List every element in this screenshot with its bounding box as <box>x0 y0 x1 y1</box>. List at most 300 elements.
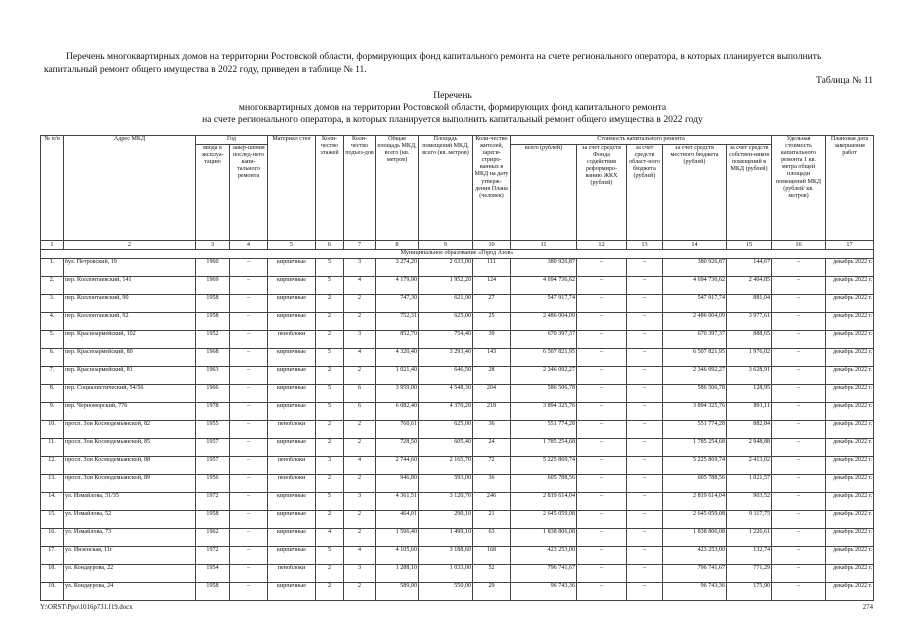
row-total-area: 3 274,20 <box>376 259 419 277</box>
table-row <box>41 313 874 331</box>
row-cost-fund: – <box>577 259 627 277</box>
row-number: 14. <box>41 493 64 511</box>
row-wall-material: пеноблоки <box>268 475 316 493</box>
row-cost-regional: – <box>627 259 663 277</box>
row-year-last-repair: – <box>230 583 268 601</box>
row-address: просп. Зои Космодемьянской, 85 <box>64 439 196 457</box>
row-cost-owners: 882,84 <box>727 421 772 439</box>
row-premises-area: 4 548,30 <box>419 385 473 403</box>
row-cost-regional: – <box>627 439 663 457</box>
row-cost-fund: – <box>577 529 627 547</box>
row-number: 3. <box>41 295 64 313</box>
row-year-last-repair: – <box>230 439 268 457</box>
row-unit-cost: – <box>772 349 826 367</box>
row-floors: 3 <box>316 457 344 475</box>
table-row <box>41 385 874 403</box>
row-wall-material: кирпичные <box>268 385 316 403</box>
row-unit-cost: – <box>772 565 826 583</box>
title-line-3: на счете регионального оператора, в которых планируется выполнить капитальный ремонт общего имущества в 2022 году <box>202 114 703 126</box>
row-cost-regional: – <box>627 313 663 331</box>
row-unit-cost: – <box>772 439 826 457</box>
row-completion-date: декабрь 2022 г. <box>826 349 874 367</box>
row-premises-area: 290,10 <box>419 511 473 529</box>
row-cost-local: 605 788,56 <box>663 475 727 493</box>
row-number: 4. <box>41 313 64 331</box>
table-row <box>41 277 874 295</box>
row-number: 5. <box>41 331 64 349</box>
row-number: 11. <box>41 439 64 457</box>
header-total-area: Общая площадь МКД, всего (кв. метров) <box>376 136 419 241</box>
row-cost-total: 96 743,36 <box>511 583 577 601</box>
row-number: 13. <box>41 475 64 493</box>
row-floors: 2 <box>316 583 344 601</box>
row-number: 19. <box>41 583 64 601</box>
row-cost-fund: – <box>577 403 627 421</box>
row-entrances: 4 <box>344 547 376 565</box>
row-completion-date: декабрь 2022 г. <box>826 547 874 565</box>
row-residents: 36 <box>473 421 511 439</box>
row-year-last-repair: – <box>230 295 268 313</box>
table-body <box>41 259 874 601</box>
row-number: 17. <box>41 547 64 565</box>
col-num: 3 <box>196 241 230 250</box>
row-year-commission: 1962 <box>196 529 230 547</box>
row-year-last-repair: – <box>230 565 268 583</box>
row-total-area: 3 959,00 <box>376 385 419 403</box>
row-year-last-repair: – <box>230 385 268 403</box>
row-cost-total: 2 486 004,09 <box>511 313 577 331</box>
header-completion: Плановая дата завершения работ <box>826 136 874 241</box>
row-year-commission: 1958 <box>196 511 230 529</box>
row-address: пер. Социалистический, 54/56 <box>64 385 196 403</box>
row-completion-date: декабрь 2022 г. <box>826 583 874 601</box>
row-residents: 24 <box>473 439 511 457</box>
table-row <box>41 475 874 493</box>
row-cost-regional: – <box>627 277 663 295</box>
row-floors: 2 <box>316 421 344 439</box>
row-address: пер. Коллонтаевский, 92 <box>64 313 196 331</box>
col-num: 12 <box>577 241 627 250</box>
row-completion-date: декабрь 2022 г. <box>826 511 874 529</box>
row-total-area: 4 320,40 <box>376 349 419 367</box>
row-entrances: 2 <box>344 295 376 313</box>
row-wall-material: пеноблоки <box>268 421 316 439</box>
row-completion-date: декабрь 2022 г. <box>826 457 874 475</box>
row-cost-local: 796 741,67 <box>663 565 727 583</box>
row-number: 8. <box>41 385 64 403</box>
row-cost-fund: – <box>577 331 627 349</box>
row-premises-area: 3 293,40 <box>419 349 473 367</box>
row-entrances: 3 <box>344 565 376 583</box>
row-cost-owners: 2 948,88 <box>727 439 772 457</box>
col-num: 4 <box>230 241 268 250</box>
row-year-commission: 1958 <box>196 583 230 601</box>
row-completion-date: декабрь 2022 г. <box>826 421 874 439</box>
row-wall-material: кирпичные <box>268 583 316 601</box>
row-cost-regional: – <box>627 493 663 511</box>
row-year-commission: 1968 <box>196 349 230 367</box>
row-unit-cost: – <box>772 583 826 601</box>
row-wall-material: кирпичные <box>268 295 316 313</box>
row-premises-area: 625,00 <box>419 313 473 331</box>
row-completion-date: декабрь 2022 г. <box>826 385 874 403</box>
row-total-area: 760,61 <box>376 421 419 439</box>
row-unit-cost: – <box>772 457 826 475</box>
row-cost-total: 796 741,67 <box>511 565 577 583</box>
row-address: ул. Кондаурова, 24 <box>64 583 196 601</box>
header-cost-total: всего (рублей) <box>511 145 577 241</box>
row-cost-owners: 888,65 <box>727 331 772 349</box>
row-year-commission: 1972 <box>196 493 230 511</box>
header-cost-fund: за счет средств Фонда содействия реформиро-ванию ЖКХ (рублей) <box>577 145 627 241</box>
table-title <box>0 90 905 127</box>
row-cost-owners: 3 628,91 <box>727 367 772 385</box>
row-entrances: 2 <box>344 529 376 547</box>
row-floors: 5 <box>316 349 344 367</box>
row-year-last-repair: – <box>230 421 268 439</box>
row-address: пер. Коллонтаевский, 141 <box>64 277 196 295</box>
row-year-last-repair: – <box>230 511 268 529</box>
row-completion-date: декабрь 2022 г. <box>826 403 874 421</box>
row-floors: 2 <box>316 313 344 331</box>
row-floors: 5 <box>316 547 344 565</box>
row-floors: 2 <box>316 565 344 583</box>
row-completion-date: декабрь 2022 г. <box>826 475 874 493</box>
row-cost-fund: – <box>577 385 627 403</box>
row-wall-material: кирпичные <box>268 547 316 565</box>
row-number: 7. <box>41 367 64 385</box>
row-year-commission: 1957 <box>196 457 230 475</box>
col-num: 8 <box>376 241 419 250</box>
row-floors: 2 <box>316 475 344 493</box>
row-year-last-repair: – <box>230 475 268 493</box>
header-floors: Коли-чество этажей <box>316 136 344 241</box>
row-residents: 204 <box>473 385 511 403</box>
row-completion-date: декабрь 2022 г. <box>826 565 874 583</box>
row-completion-date: декабрь 2022 г. <box>826 313 874 331</box>
row-completion-date: декабрь 2022 г. <box>826 439 874 457</box>
row-floors: 2 <box>316 295 344 313</box>
row-year-last-repair: – <box>230 277 268 295</box>
row-unit-cost: – <box>772 421 826 439</box>
row-cost-local: 2 819 614,04 <box>663 493 727 511</box>
row-residents: 36 <box>473 475 511 493</box>
header-cost-owners: за счет средств собствен-ников помещений в МКД (рублей) <box>727 145 772 241</box>
row-cost-owners: 771,29 <box>727 565 772 583</box>
row-total-area: 752,31 <box>376 313 419 331</box>
row-cost-regional: – <box>627 331 663 349</box>
row-total-area: 4 105,60 <box>376 547 419 565</box>
row-cost-owners: 903,52 <box>727 493 772 511</box>
row-unit-cost: – <box>772 259 826 277</box>
row-cost-local: 6 507 821,95 <box>663 349 727 367</box>
row-address: ул. Измайлова, 31/35 <box>64 493 196 511</box>
row-total-area: 747,30 <box>376 295 419 313</box>
row-entrances: 4 <box>344 349 376 367</box>
row-unit-cost: – <box>772 493 826 511</box>
row-total-area: 728,50 <box>376 439 419 457</box>
row-year-commission: 1969 <box>196 277 230 295</box>
row-cost-owners: 9 117,75 <box>727 511 772 529</box>
row-total-area: 4 361,51 <box>376 493 419 511</box>
row-cost-total: 670 397,37 <box>511 331 577 349</box>
col-num: 15 <box>727 241 772 250</box>
row-cost-total: 547 917,74 <box>511 295 577 313</box>
row-cost-owners: 175,90 <box>727 583 772 601</box>
row-cost-fund: – <box>577 313 627 331</box>
row-cost-owners: 144,67 <box>727 259 772 277</box>
row-wall-material: кирпичные <box>268 367 316 385</box>
row-year-last-repair: – <box>230 259 268 277</box>
row-premises-area: 3 188,60 <box>419 547 473 565</box>
row-cost-regional: – <box>627 475 663 493</box>
row-year-commission: 1960 <box>196 259 230 277</box>
row-completion-date: декабрь 2022 г. <box>826 529 874 547</box>
row-year-last-repair: – <box>230 349 268 367</box>
row-cost-local: 2 486 004,09 <box>663 313 727 331</box>
row-completion-date: декабрь 2022 г. <box>826 295 874 313</box>
row-cost-total: 2 819 614,04 <box>511 493 577 511</box>
row-wall-material: кирпичные <box>268 529 316 547</box>
row-cost-local: 670 397,37 <box>663 331 727 349</box>
row-cost-regional: – <box>627 565 663 583</box>
row-cost-total: 551 774,28 <box>511 421 577 439</box>
row-address: бул. Петровский, 19 <box>64 259 196 277</box>
row-residents: 52 <box>473 565 511 583</box>
row-floors: 5 <box>316 493 344 511</box>
row-entrances: 2 <box>344 421 376 439</box>
row-cost-total: 3 894 325,76 <box>511 403 577 421</box>
row-cost-regional: – <box>627 583 663 601</box>
row-cost-local: 4 694 736,62 <box>663 277 727 295</box>
row-wall-material: кирпичные <box>268 511 316 529</box>
row-floors: 5 <box>316 385 344 403</box>
table-row <box>41 457 874 475</box>
row-premises-area: 550,00 <box>419 583 473 601</box>
row-unit-cost: – <box>772 547 826 565</box>
row-cost-fund: – <box>577 565 627 583</box>
row-entrances: 4 <box>344 457 376 475</box>
header-address: Адрес МКД <box>64 136 196 241</box>
title-line-1: Перечень <box>433 90 472 101</box>
header-cost-regional: за счет средств област-ного бюджета (рублей) <box>627 145 663 241</box>
row-entrances: 6 <box>344 403 376 421</box>
row-residents: 27 <box>473 295 511 313</box>
row-cost-total: 1 838 806,08 <box>511 529 577 547</box>
table-row <box>41 529 874 547</box>
row-wall-material: кирпичные <box>268 259 316 277</box>
row-total-area: 6 082,40 <box>376 403 419 421</box>
row-year-commission: 1957 <box>196 439 230 457</box>
row-premises-area: 4 370,20 <box>419 403 473 421</box>
row-total-area: 464,01 <box>376 511 419 529</box>
row-residents: 21 <box>473 511 511 529</box>
row-address: ул. Инзенская, 11г <box>64 547 196 565</box>
row-entrances: 2 <box>344 439 376 457</box>
row-cost-total: 2 346 092,27 <box>511 367 577 385</box>
row-floors: 2 <box>316 331 344 349</box>
row-cost-regional: – <box>627 367 663 385</box>
row-floors: 5 <box>316 277 344 295</box>
row-number: 1. <box>41 259 64 277</box>
col-num: 11 <box>511 241 577 250</box>
row-unit-cost: – <box>772 331 826 349</box>
row-residents: 124 <box>473 277 511 295</box>
row-total-area: 946,80 <box>376 475 419 493</box>
row-year-commission: 1954 <box>196 565 230 583</box>
row-cost-regional: – <box>627 349 663 367</box>
row-address: пер. Красноармейский, 80 <box>64 349 196 367</box>
col-num: 17 <box>826 241 874 250</box>
col-num: 9 <box>419 241 473 250</box>
row-residents: 246 <box>473 493 511 511</box>
row-cost-owners: 891,11 <box>727 403 772 421</box>
row-year-commission: 1956 <box>196 475 230 493</box>
row-entrances: 3 <box>344 493 376 511</box>
table-row <box>41 403 874 421</box>
row-cost-regional: – <box>627 421 663 439</box>
row-entrances: 2 <box>344 511 376 529</box>
row-number: 10. <box>41 421 64 439</box>
row-year-last-repair: – <box>230 493 268 511</box>
row-wall-material: кирпичные <box>268 313 316 331</box>
row-cost-regional: – <box>627 295 663 313</box>
header-cost-group: Стоимость капитального ремонта <box>511 136 772 145</box>
col-num: 16 <box>772 241 826 250</box>
row-entrances: 2 <box>344 475 376 493</box>
row-completion-date: декабрь 2022 г. <box>826 259 874 277</box>
row-cost-fund: – <box>577 349 627 367</box>
header-residents: Коли-чество жителей, зареги-стриро-ванных в МКД на дату утверж-дения Плана (человек) <box>473 136 511 241</box>
row-total-area: 1 288,10 <box>376 565 419 583</box>
row-completion-date: декабрь 2022 г. <box>826 331 874 349</box>
footer-file-path: Y:\ORST\Ppo\1016p731.f19.docx <box>40 604 133 611</box>
row-floors: 2 <box>316 367 344 385</box>
table-row <box>41 493 874 511</box>
row-cost-fund: – <box>577 583 627 601</box>
table-row <box>41 511 874 529</box>
row-year-commission: 1958 <box>196 313 230 331</box>
table-row <box>41 367 874 385</box>
row-cost-total: 423 253,00 <box>511 547 577 565</box>
row-cost-regional: – <box>627 403 663 421</box>
table-row <box>41 331 874 349</box>
row-residents: 28 <box>473 367 511 385</box>
row-cost-owners: 881,04 <box>727 295 772 313</box>
municipality-row <box>41 250 874 259</box>
table-row <box>41 583 874 601</box>
col-num: 6 <box>316 241 344 250</box>
row-unit-cost: – <box>772 313 826 331</box>
row-completion-date: декабрь 2022 г. <box>826 367 874 385</box>
row-total-area: 1 596,40 <box>376 529 419 547</box>
row-cost-fund: – <box>577 493 627 511</box>
row-number: 15. <box>41 511 64 529</box>
title-line-2: многоквартирных домов на территории Ростовской области, формирующих фонд капитального ремонта <box>238 102 667 114</box>
row-cost-fund: – <box>577 295 627 313</box>
row-completion-date: декабрь 2022 г. <box>826 493 874 511</box>
row-address: ул. Измайлова, 73 <box>64 529 196 547</box>
row-cost-owners: 128,95 <box>727 385 772 403</box>
row-cost-owners: 2 404,85 <box>727 277 772 295</box>
table-row <box>41 439 874 457</box>
row-floors: 4 <box>316 529 344 547</box>
col-num: 13 <box>627 241 663 250</box>
row-cost-owners: 1 021,57 <box>727 475 772 493</box>
col-num: 14 <box>663 241 727 250</box>
row-cost-fund: – <box>577 547 627 565</box>
table-row <box>41 565 874 583</box>
row-number: 16. <box>41 529 64 547</box>
row-year-last-repair: – <box>230 367 268 385</box>
row-cost-total: 4 694 736,62 <box>511 277 577 295</box>
row-unit-cost: – <box>772 277 826 295</box>
row-residents: 143 <box>473 349 511 367</box>
row-year-last-repair: – <box>230 547 268 565</box>
table-row <box>41 349 874 367</box>
row-cost-fund: – <box>577 457 627 475</box>
row-premises-area: 3 120,70 <box>419 493 473 511</box>
row-total-area: 4 179,90 <box>376 277 419 295</box>
row-cost-local: 1 785 254,68 <box>663 439 727 457</box>
row-premises-area: 2 165,70 <box>419 457 473 475</box>
row-cost-regional: – <box>627 457 663 475</box>
row-address: пер. Коллонтаевский, 90 <box>64 295 196 313</box>
municipality-name: Муниципальное образование «Город Азов» <box>41 250 874 259</box>
row-cost-local: 96 743,36 <box>663 583 727 601</box>
row-cost-local: 547 917,74 <box>663 295 727 313</box>
table-row <box>41 259 874 277</box>
table-row <box>41 295 874 313</box>
row-residents: 218 <box>473 403 511 421</box>
row-unit-cost: – <box>772 529 826 547</box>
row-premises-area: 593,00 <box>419 475 473 493</box>
row-cost-regional: – <box>627 385 663 403</box>
row-unit-cost: – <box>772 511 826 529</box>
row-entrances: 6 <box>344 385 376 403</box>
row-cost-owners: 1 976,02 <box>727 349 772 367</box>
row-year-last-repair: – <box>230 529 268 547</box>
col-num: 1 <box>41 241 64 250</box>
row-year-last-repair: – <box>230 331 268 349</box>
row-premises-area: 621,90 <box>419 295 473 313</box>
row-premises-area: 1 952,20 <box>419 277 473 295</box>
row-floors: 5 <box>316 259 344 277</box>
row-residents: 168 <box>473 547 511 565</box>
col-num: 10 <box>473 241 511 250</box>
row-address: ул. Кондаурова, 22 <box>64 565 196 583</box>
row-cost-owners: 132,74 <box>727 547 772 565</box>
row-completion-date: декабрь 2022 г. <box>826 277 874 295</box>
row-residents: 29 <box>473 583 511 601</box>
table-row <box>41 547 874 565</box>
table-row <box>41 421 874 439</box>
row-year-commission: 1972 <box>196 547 230 565</box>
row-premises-area: 646,50 <box>419 367 473 385</box>
row-cost-local: 2 645 059,08 <box>663 511 727 529</box>
table-number: Таблица № 11 <box>815 75 873 86</box>
intro-paragraph: Перечень многоквартирных домов на территории Ростовской области, формирующих фонд капитального ремонта на счете регионального оператора, в которых планируется выполнить капитальный ремонт общего имущества в 2022 году, приведен в таблице № 11. <box>44 51 822 75</box>
row-entrances: 3 <box>344 331 376 349</box>
page-number: 274 <box>862 604 873 611</box>
header-year-last-repair: завер-шения послед-него капи-тального ремонта <box>230 145 268 241</box>
row-address: просп. Зои Космодемьянской, 88 <box>64 457 196 475</box>
row-cost-local: 380 926,87 <box>663 259 727 277</box>
row-unit-cost: – <box>772 403 826 421</box>
row-total-area: 1 021,40 <box>376 367 419 385</box>
row-cost-local: 1 838 806,08 <box>663 529 727 547</box>
row-number: 6. <box>41 349 64 367</box>
